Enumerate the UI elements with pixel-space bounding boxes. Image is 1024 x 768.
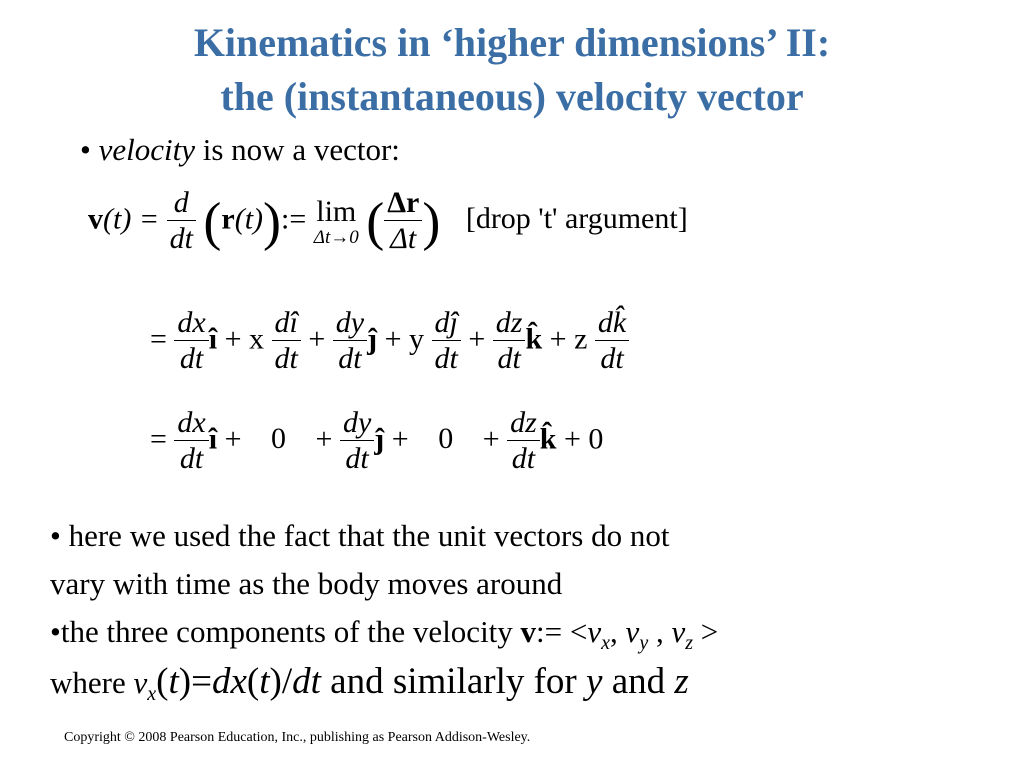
bullet-velocity: • velocity is now a vector: <box>80 132 400 167</box>
velocity-term: velocity <box>98 132 195 167</box>
bullet-unit-vectors-line1: • here we used the fact that the unit vectors do not <box>50 518 670 553</box>
derivative-fraction: $\frac{d}{dt}$ <box>167 186 196 257</box>
bullet-components-line1: •the three components of the velocity v:= $<v_x$, $v_y$ , $v_z$ > <box>50 614 719 655</box>
copyright-notice: Copyright © 2008 Pearson Education, Inc., publishing as Pearson Addison-Wesley. <box>64 730 531 745</box>
velocity-definition-equation: v(t) = $\frac{d}{dt}$ (r(t)):= lim Δt→0 ( $\frac{\Delta r}{\Delta t}$ ) [drop 't' argument] <box>88 186 688 255</box>
slide-title-line1: Kinematics in ‘higher dimensions’ II: <box>193 20 831 65</box>
simplified-expansion: = $\frac{dx}{dt}$ î + 0 + $\frac{dy}{dt}$ ĵ + 0 + $\frac{dz}{dt}$ k̂ + 0 <box>150 406 604 475</box>
drop-argument-note: [drop 't' argument] <box>465 202 688 236</box>
slide-title-line2: the (instantaneous) velocity vector <box>220 74 804 119</box>
bullet-unit-vectors-line2: vary with time as the body moves around <box>50 566 563 601</box>
bullet-components-line2: where $v_x(t)=dx(t)/dt$ and similarly for y and z <box>50 661 689 706</box>
limit-operator: lim Δt→0 <box>313 194 359 248</box>
product-rule-expansion: = $\frac{dx}{dt}$ î + x $\frac{dî}{dt}$ + $\frac{dy}{dt}$ ĵ + y $\frac{dĵ}{dt}$ + $\frac{dz}{dt}$ k̂ + z $\frac{dk̂}{dt}$ <box>150 306 629 377</box>
difference-quotient: $\frac{\Delta r}{\Delta t}$ <box>384 186 422 257</box>
